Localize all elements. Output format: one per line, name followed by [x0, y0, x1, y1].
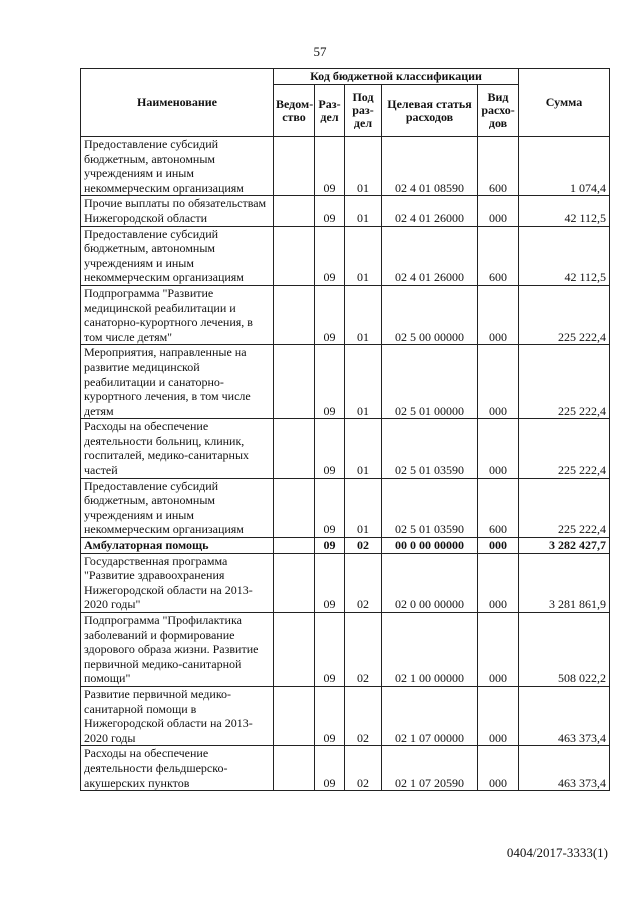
- header-vedomstvo: Ведом-ство: [274, 85, 315, 137]
- row-vid-rashodov: 000: [478, 746, 519, 791]
- row-podrazdel: 01: [345, 285, 382, 344]
- row-vedomstvo: [274, 553, 315, 612]
- row-podrazdel: 01: [345, 345, 382, 419]
- row-podrazdel: 02: [345, 613, 382, 687]
- row-razdel: 09: [315, 746, 345, 791]
- table-row: [81, 345, 610, 419]
- row-sum: 463 373,4: [519, 686, 610, 745]
- row-razdel: 09: [315, 613, 345, 687]
- row-name: Развитие первичной медико-санитарной помощи в Нижегородской области на 2013-2020 годы: [81, 686, 274, 745]
- header-razdel: Раз-дел: [315, 85, 345, 137]
- row-celevaya-statya: 00 0 00 00000: [382, 538, 478, 554]
- table-row: [81, 553, 610, 612]
- row-name: Расходы на обеспечение деятельности больниц, клиник, госпиталей, медико-санитарных частей: [81, 419, 274, 478]
- row-celevaya-statya: 02 5 01 03590: [382, 478, 478, 537]
- row-vedomstvo: [274, 746, 315, 791]
- row-sum: 3 281 861,9: [519, 553, 610, 612]
- row-vid-rashodov: 600: [478, 478, 519, 537]
- header-celevaya-statya: Целевая статья расходов: [382, 85, 478, 137]
- row-vid-rashodov: 000: [478, 196, 519, 226]
- row-name: Подпрограмма "Профилактика заболеваний и формирование здорового образа жизни. Развитие первичной медико-санитарной помощи": [81, 613, 274, 687]
- row-name: Амбулаторная помощь: [81, 538, 274, 554]
- row-celevaya-statya: 02 5 01 03590: [382, 419, 478, 478]
- row-celevaya-statya: 02 1 00 00000: [382, 613, 478, 687]
- row-vedomstvo: [274, 419, 315, 478]
- row-sum: 225 222,4: [519, 345, 610, 419]
- row-vedomstvo: [274, 285, 315, 344]
- row-name: Прочие выплаты по обязательствам Нижегородской области: [81, 196, 274, 226]
- row-podrazdel: 01: [345, 419, 382, 478]
- row-name: Государственная программа "Развитие здравоохранения Нижегородской области на 2013-2020 годы": [81, 553, 274, 612]
- row-celevaya-statya: 02 1 07 20590: [382, 746, 478, 791]
- row-razdel: 09: [315, 686, 345, 745]
- row-sum: 1 074,4: [519, 137, 610, 196]
- row-vedomstvo: [274, 137, 315, 196]
- row-vid-rashodov: 000: [478, 538, 519, 554]
- row-razdel: 09: [315, 553, 345, 612]
- row-podrazdel: 01: [345, 137, 382, 196]
- row-podrazdel: 02: [345, 686, 382, 745]
- page-number: 57: [313, 44, 327, 59]
- header-vid-rashodov: Вид расхо-дов: [478, 85, 519, 137]
- row-podrazdel: 01: [345, 226, 382, 285]
- table-row: [81, 285, 610, 344]
- row-vedomstvo: [274, 196, 315, 226]
- row-razdel: 09: [315, 345, 345, 419]
- row-vid-rashodov: 000: [478, 686, 519, 745]
- row-name: Предоставление субсидий бюджетным, автономным учреждениям и иным некоммерческим организациям: [81, 226, 274, 285]
- table-row: [81, 226, 610, 285]
- table-row: [81, 538, 610, 554]
- row-sum: 225 222,4: [519, 478, 610, 537]
- row-celevaya-statya: 02 4 01 26000: [382, 226, 478, 285]
- row-vedomstvo: [274, 478, 315, 537]
- row-sum: 42 112,5: [519, 196, 610, 226]
- row-name: Предоставление субсидий бюджетным, автономным учреждениям и иным некоммерческим организациям: [81, 478, 274, 537]
- row-vid-rashodov: 000: [478, 285, 519, 344]
- header-podrazdel: Под раз-дел: [345, 85, 382, 137]
- row-podrazdel: 02: [345, 553, 382, 612]
- row-vedomstvo: [274, 345, 315, 419]
- row-vid-rashodov: 000: [478, 613, 519, 687]
- table-row: [81, 746, 610, 791]
- row-vid-rashodov: 000: [478, 553, 519, 612]
- header-sum: Сумма: [519, 69, 610, 137]
- row-podrazdel: 01: [345, 196, 382, 226]
- row-razdel: 09: [315, 196, 345, 226]
- row-vid-rashodov: 000: [478, 345, 519, 419]
- row-podrazdel: 01: [345, 478, 382, 537]
- row-razdel: 09: [315, 226, 345, 285]
- row-razdel: 09: [315, 285, 345, 344]
- header-row-group: [81, 69, 610, 85]
- row-name: Расходы на обеспечение деятельности фельдшерско-акушерских пунктов: [81, 746, 274, 791]
- row-razdel: 09: [315, 137, 345, 196]
- row-vedomstvo: [274, 226, 315, 285]
- row-sum: 225 222,4: [519, 285, 610, 344]
- row-razdel: 09: [315, 478, 345, 537]
- row-podrazdel: 02: [345, 746, 382, 791]
- table-row: [81, 419, 610, 478]
- row-name: Предоставление субсидий бюджетным, автономным учреждениям и иным некоммерческим организациям: [81, 137, 274, 196]
- row-celevaya-statya: 02 1 07 00000: [382, 686, 478, 745]
- table-row: [81, 478, 610, 537]
- budget-table: [80, 68, 610, 791]
- row-name: Мероприятия, направленные на развитие медицинской реабилитации и санаторно-курортного лечения, в том числе детям: [81, 345, 274, 419]
- row-razdel: 09: [315, 538, 345, 554]
- row-sum: 3 282 427,7: [519, 538, 610, 554]
- row-sum: 42 112,5: [519, 226, 610, 285]
- row-sum: 508 022,2: [519, 613, 610, 687]
- row-celevaya-statya: 02 5 01 00000: [382, 345, 478, 419]
- table-row: [81, 196, 610, 226]
- row-sum: 225 222,4: [519, 419, 610, 478]
- header-name: Наименование: [81, 69, 274, 137]
- row-vid-rashodov: 600: [478, 137, 519, 196]
- row-celevaya-statya: 02 0 00 00000: [382, 553, 478, 612]
- row-podrazdel: 02: [345, 538, 382, 554]
- row-celevaya-statya: 02 4 01 08590: [382, 137, 478, 196]
- row-vedomstvo: [274, 538, 315, 554]
- row-vedomstvo: [274, 686, 315, 745]
- row-vedomstvo: [274, 613, 315, 687]
- row-vid-rashodov: 000: [478, 419, 519, 478]
- row-razdel: 09: [315, 419, 345, 478]
- row-celevaya-statya: 02 5 00 00000: [382, 285, 478, 344]
- document-code: 0404/2017-3333(1): [506, 845, 608, 860]
- table-row: [81, 137, 610, 196]
- header-code-group: Код бюджетной классификации: [274, 69, 519, 85]
- row-vid-rashodov: 600: [478, 226, 519, 285]
- table-row: [81, 686, 610, 745]
- row-sum: 463 373,4: [519, 746, 610, 791]
- row-name: Подпрограмма "Развитие медицинской реабилитации и санаторно-курортного лечения, в том числе детям": [81, 285, 274, 344]
- table-row: [81, 613, 610, 687]
- row-celevaya-statya: 02 4 01 26000: [382, 196, 478, 226]
